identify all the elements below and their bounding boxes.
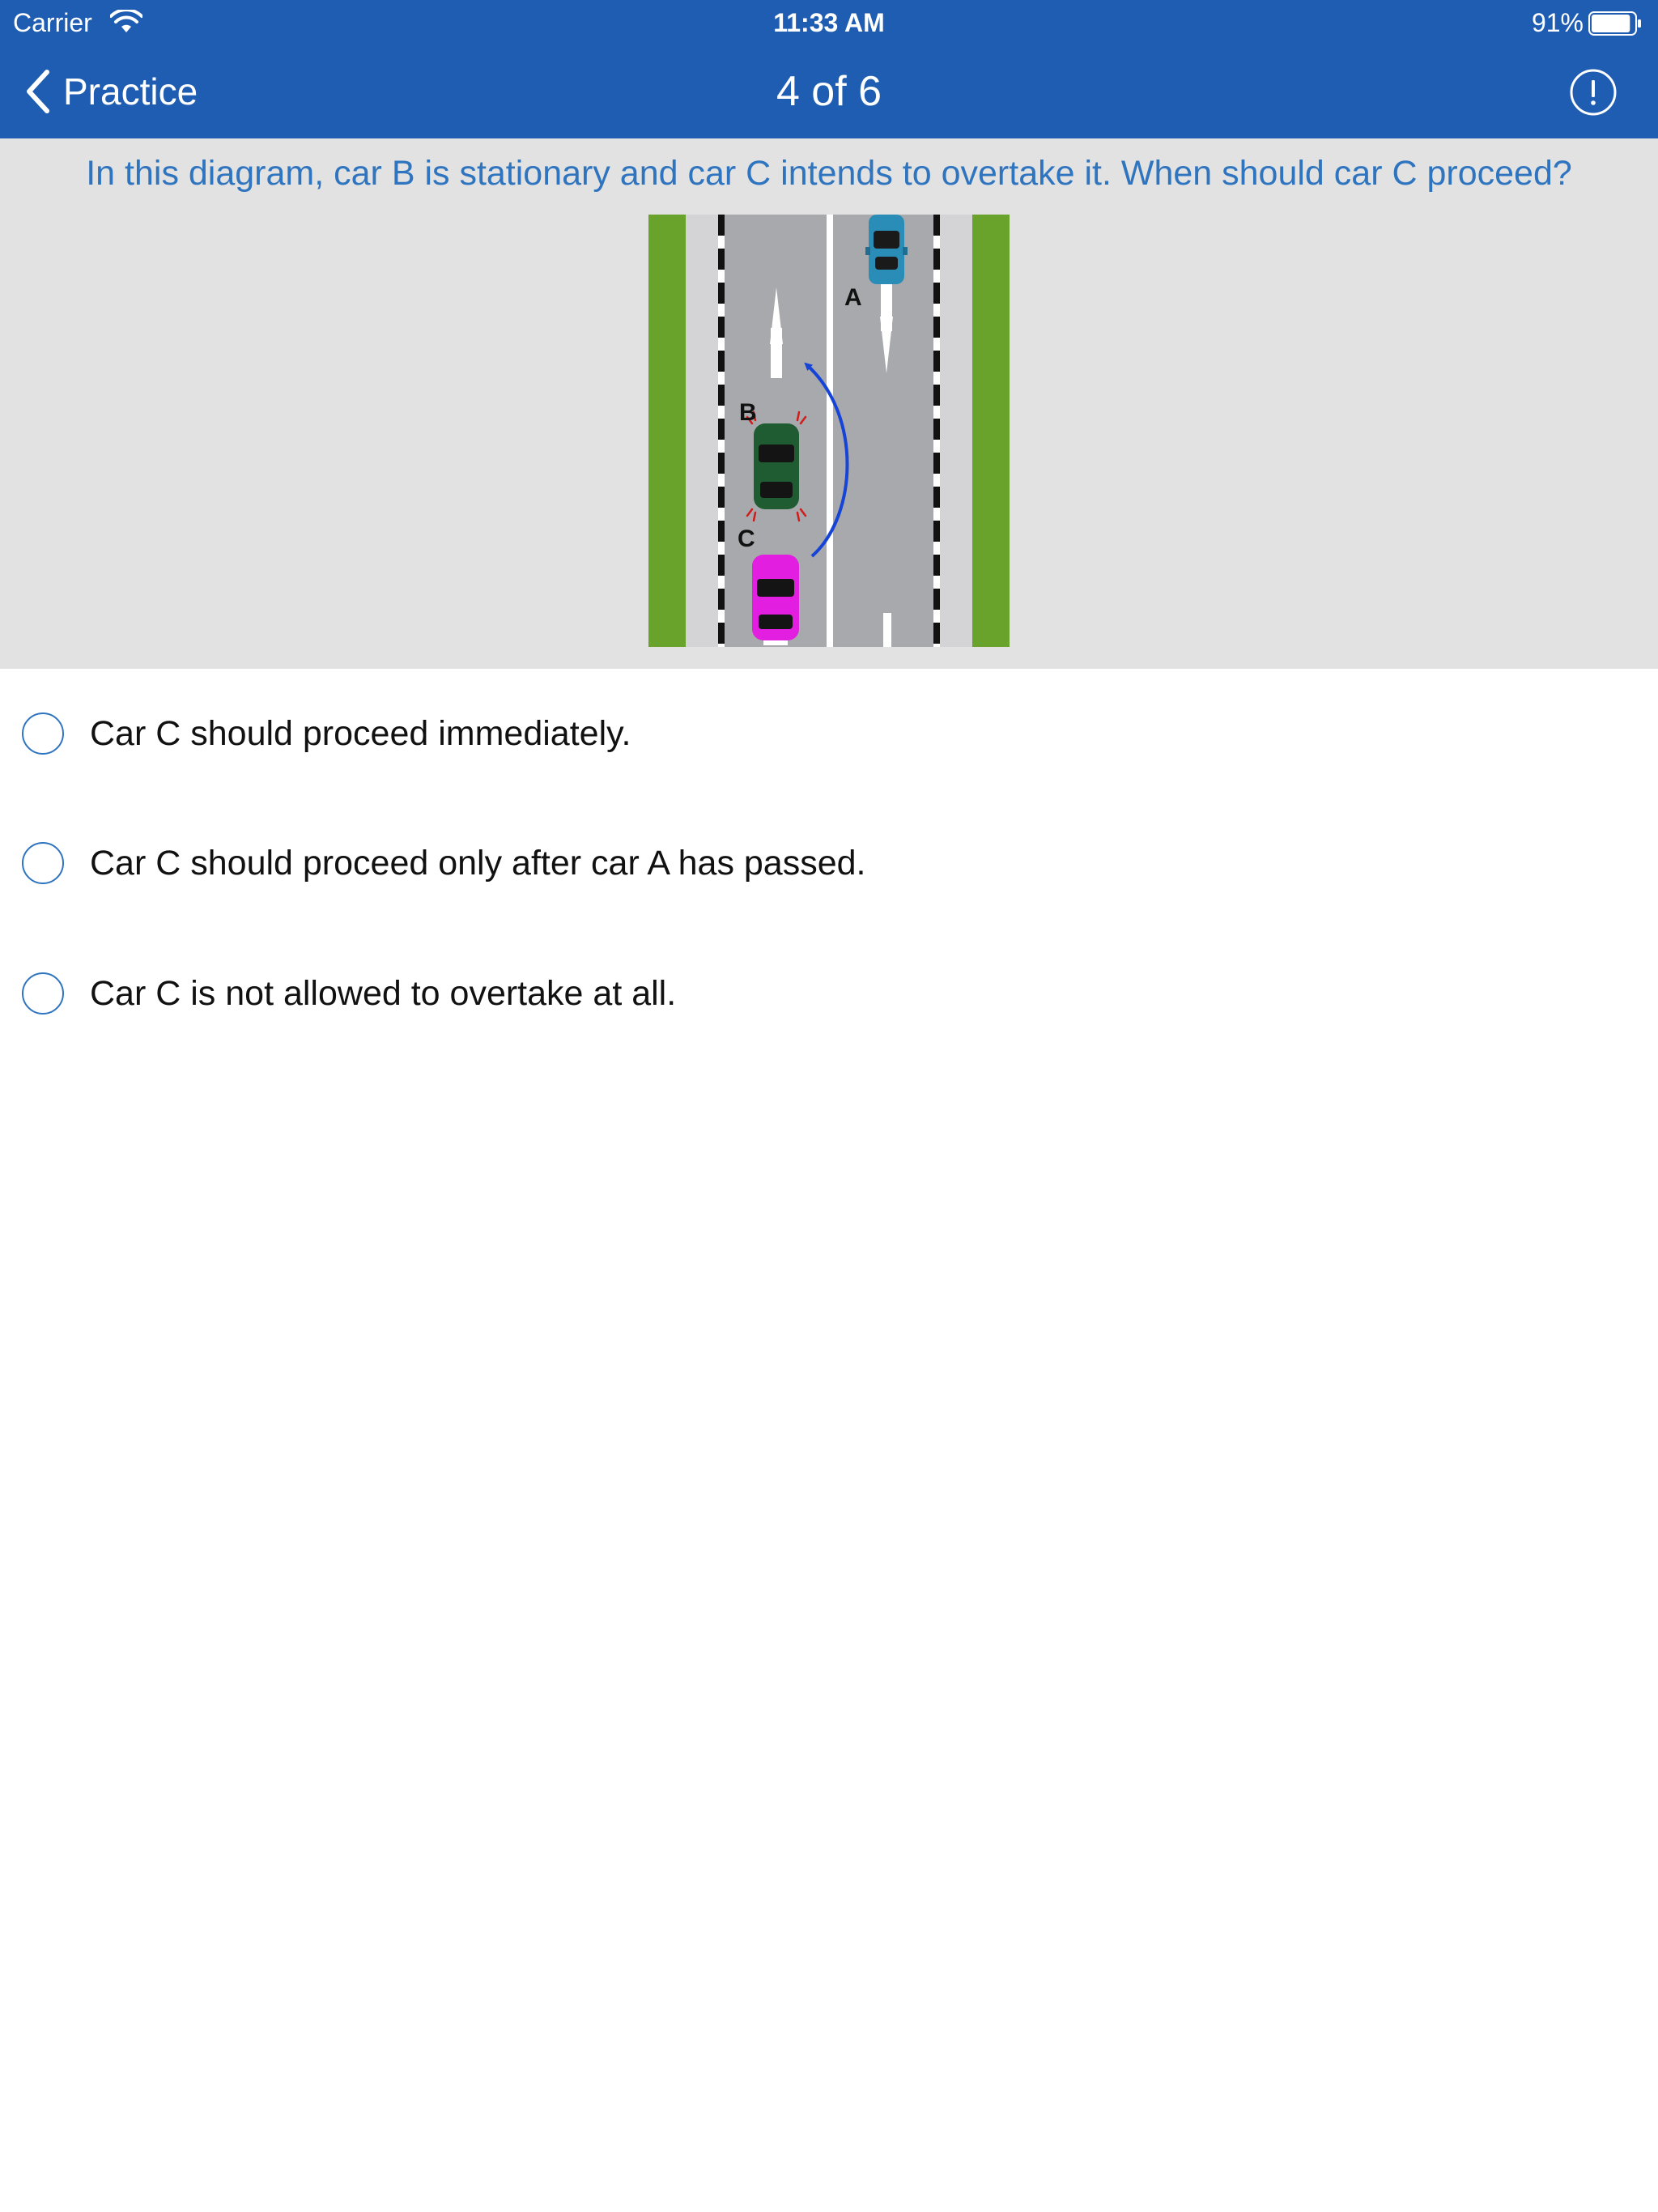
answer-option-1[interactable] [0,678,1658,792]
grass-left [648,215,686,647]
question-text: In this diagram, car B is stationary and car C intends to overtake it. When should car C proceed? [86,154,1572,193]
question-progress-title: 4 of 6 [776,68,882,115]
centre-line [827,215,833,647]
carrier-label: Carrier [13,8,92,37]
answer-option-label: Car C should proceed immediately. [90,714,631,753]
radio-button-1[interactable] [22,713,64,755]
shoulder-left [686,215,721,647]
car-c-label: C [738,525,755,552]
car-b [747,412,806,521]
grass-right [972,215,1010,647]
shoulder-right [937,215,972,647]
battery-percentage: 91% [1531,8,1584,37]
answer-option-2[interactable] [0,808,1658,921]
info-icon[interactable] [1569,68,1618,117]
car-a [865,215,908,284]
battery-icon [1588,11,1642,36]
radio-button-2[interactable] [22,842,64,884]
status-time: 11:33 AM [773,8,885,37]
car-a-label: A [844,284,862,311]
answer-option-label: Car C is not allowed to overtake at all. [90,974,677,1013]
answer-option-label: Car C should proceed only after car A has passed. [90,844,866,883]
header-bar [0,0,1658,138]
car-c [752,555,799,645]
answer-option-3[interactable] [0,938,1658,1052]
question-panel [0,138,1658,669]
back-button-label: Practice [63,70,198,113]
road-overtaking-diagram [648,215,1010,647]
car-b-label: B [739,399,757,426]
radio-button-3[interactable] [22,972,64,1015]
